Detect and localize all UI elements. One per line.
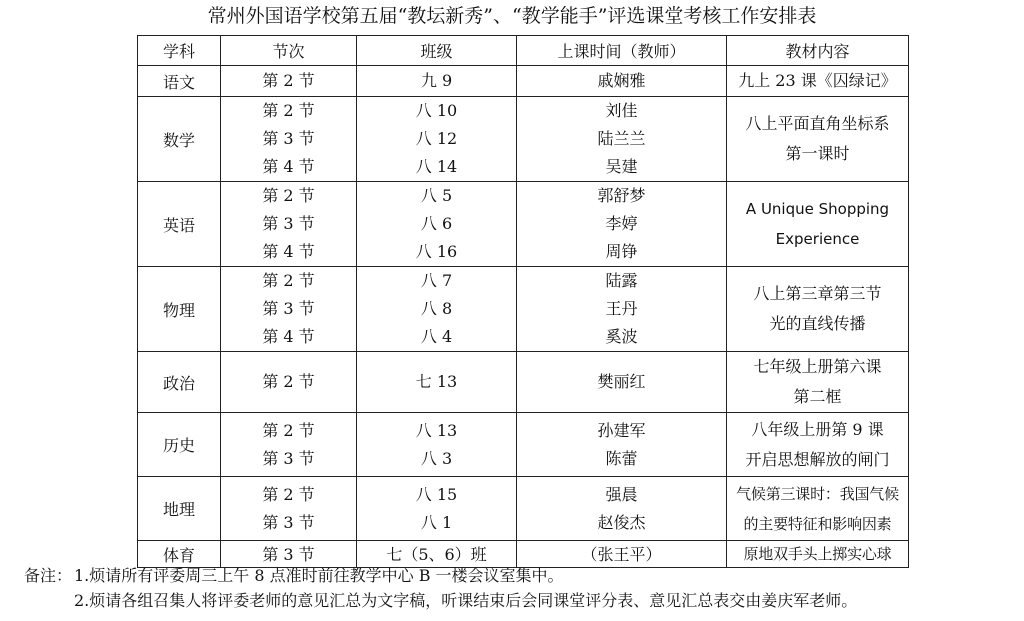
teacher-line: 李婷 <box>605 214 638 233</box>
period-cell <box>221 267 357 352</box>
class-cell <box>357 477 517 541</box>
period-cell <box>221 477 357 541</box>
table-row <box>138 352 909 413</box>
class-line: 八 8 <box>420 299 453 318</box>
material-line: 八上第三章第三节 <box>753 284 882 303</box>
note-line-2 <box>24 588 1019 613</box>
teacher-line: （张王平） <box>581 544 662 564</box>
class-cell <box>357 66 517 97</box>
class-cell <box>357 267 517 352</box>
material-line: 的主要特征和影响因素 <box>743 514 892 533</box>
period-line: 第 2 节 <box>262 372 315 391</box>
subject-cell: 语文 <box>138 66 221 97</box>
material-line: A Unique Shopping <box>745 200 890 218</box>
class-line: 八 5 <box>420 186 453 205</box>
teacher-cell <box>517 413 727 477</box>
period-line: 第 4 节 <box>262 327 315 346</box>
header-period: 节次 <box>221 36 357 66</box>
material-line: 九上 23 课《囚绿记》 <box>738 71 897 90</box>
teacher-line: 奚波 <box>605 327 638 346</box>
teacher-cell <box>517 97 727 182</box>
material-line: 八年级上册第 9 课 <box>751 419 884 439</box>
period-line: 第 2 节 <box>262 186 315 205</box>
class-line: 八 16 <box>415 242 458 261</box>
material-line: 七年级上册第六课 <box>753 357 882 376</box>
class-line: 八 12 <box>415 129 458 148</box>
material-cell <box>727 477 909 541</box>
teacher-line: 郭舒梦 <box>597 186 646 205</box>
notes-section <box>24 563 1019 613</box>
period-line: 第 3 节 <box>262 512 315 532</box>
subject-cell: 体育 <box>138 541 221 568</box>
period-line: 第 3 节 <box>262 129 315 148</box>
period-cell <box>221 182 357 267</box>
table-row <box>138 66 909 97</box>
note-text-1: 1.烦请所有评委周三上午 8 点准时前往教学中心 B 一楼会议室集中。 <box>74 566 564 585</box>
class-line: 九 9 <box>420 71 453 90</box>
teacher-cell <box>517 352 727 413</box>
class-line: 八 1 <box>420 512 453 532</box>
period-line: 第 3 节 <box>262 214 315 233</box>
table-row <box>138 267 909 352</box>
teacher-line: 樊丽红 <box>597 372 646 391</box>
material-cell <box>727 413 909 477</box>
period-cell <box>221 97 357 182</box>
period-cell <box>221 66 357 97</box>
class-line: 七 13 <box>415 372 458 391</box>
material-line: 第二框 <box>793 387 842 406</box>
class-cell <box>357 352 517 413</box>
class-line: 八 14 <box>415 157 458 176</box>
class-cell <box>357 413 517 477</box>
teacher-line: 吴建 <box>605 157 638 176</box>
header-material: 教材内容 <box>727 36 909 66</box>
material-cell <box>727 97 909 182</box>
teacher-line: 赵俊杰 <box>597 512 646 532</box>
class-line: 八 10 <box>415 101 458 120</box>
teacher-line: 陆露 <box>605 271 638 290</box>
teacher-line: 周铮 <box>605 242 638 261</box>
teacher-cell <box>517 66 727 97</box>
table-row <box>138 97 909 182</box>
teacher-line: 王丹 <box>605 299 638 318</box>
note-indent <box>24 588 74 613</box>
header-subject: 学科 <box>138 36 221 66</box>
teacher-line: 强晨 <box>605 484 638 504</box>
material-line: 第一课时 <box>785 144 850 163</box>
subject-cell: 地理 <box>138 477 221 541</box>
subject-cell: 数学 <box>138 97 221 182</box>
class-cell <box>357 182 517 267</box>
header-time-teacher: 上课时间（教师） <box>517 36 727 66</box>
class-line: 八 3 <box>420 448 453 468</box>
period-line: 第 4 节 <box>262 157 315 176</box>
notes-label: 备注： <box>24 566 73 585</box>
subject-cell: 政治 <box>138 352 221 413</box>
teacher-cell <box>517 477 727 541</box>
material-line: 光的直线传播 <box>769 314 866 333</box>
teacher-line: 陆兰兰 <box>597 129 646 148</box>
teacher-line: 刘佳 <box>605 101 638 120</box>
teacher-line: 戚娴雅 <box>597 71 646 90</box>
period-line: 第 3 节 <box>262 544 315 564</box>
period-line: 第 2 节 <box>262 71 315 90</box>
material-line: Experience <box>775 230 860 248</box>
material-cell <box>727 182 909 267</box>
table-row <box>138 182 909 267</box>
teacher-cell <box>517 182 727 267</box>
material-cell <box>727 267 909 352</box>
period-line: 第 3 节 <box>262 299 315 318</box>
document-title: 常州外国语学校第五届“教坛新秀”、“教学能手”评选课堂考核工作安排表 <box>207 5 817 27</box>
schedule-table <box>137 35 909 568</box>
teacher-cell <box>517 267 727 352</box>
note-text-2: 2.烦请各组召集人将评委老师的意见汇总为文字稿，听课结束后会同课堂评分表、意见汇总表交由姜庆军老师。 <box>74 591 858 610</box>
material-line: 八上平面直角坐标系 <box>745 114 890 133</box>
subject-cell: 物理 <box>138 267 221 352</box>
material-line: 原地双手头上掷实心球 <box>743 544 892 563</box>
period-line: 第 2 节 <box>262 420 315 440</box>
subject-cell: 英语 <box>138 182 221 267</box>
class-line: 七（5、6）班 <box>386 544 487 564</box>
teacher-line: 陈蕾 <box>605 448 638 468</box>
class-line: 八 7 <box>420 271 453 290</box>
table-header-row <box>138 36 909 66</box>
material-line: 开启思想解放的闸门 <box>745 449 890 469</box>
table-row <box>138 477 909 541</box>
material-cell <box>727 66 909 97</box>
note-line-1 <box>24 563 1019 588</box>
header-class: 班级 <box>357 36 517 66</box>
material-cell <box>727 352 909 413</box>
class-line: 八 15 <box>415 484 458 504</box>
period-cell <box>221 413 357 477</box>
class-cell <box>357 97 517 182</box>
period-line: 第 2 节 <box>262 484 315 504</box>
subject-cell: 历史 <box>138 413 221 477</box>
table-row <box>138 413 909 477</box>
material-line: 气候第三课时：我国气候 <box>736 484 899 503</box>
period-line: 第 3 节 <box>262 448 315 468</box>
class-line: 八 4 <box>420 327 453 346</box>
class-line: 八 13 <box>415 420 458 440</box>
period-cell <box>221 352 357 413</box>
period-line: 第 2 节 <box>262 271 315 290</box>
period-line: 第 4 节 <box>262 242 315 261</box>
class-line: 八 6 <box>420 214 453 233</box>
teacher-line: 孙建军 <box>597 420 646 440</box>
period-line: 第 2 节 <box>262 101 315 120</box>
